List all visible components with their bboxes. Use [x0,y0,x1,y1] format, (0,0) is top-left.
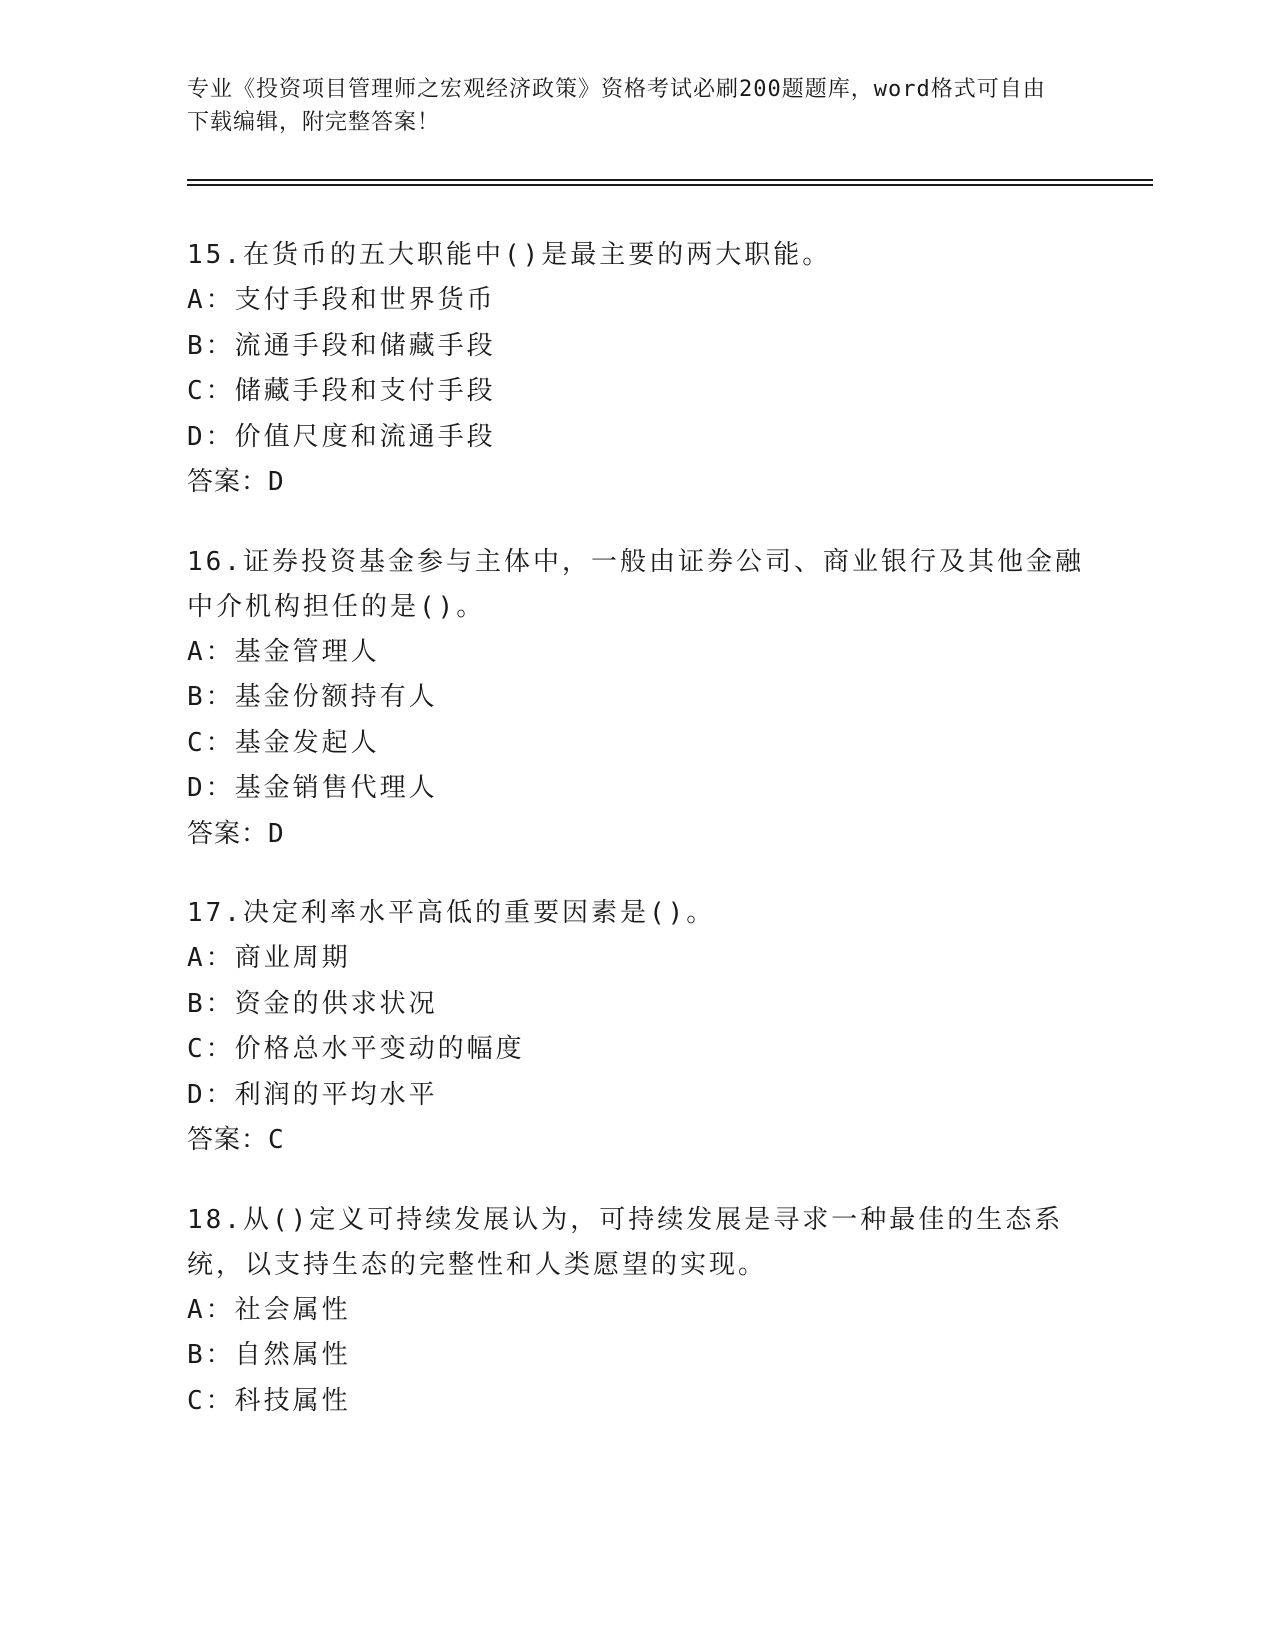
option-c: C：科技属性 [187,1385,351,1416]
question-18 [187,1198,1087,1425]
option-d: D：利润的平均水平 [187,1079,438,1110]
option-a: A：商业周期 [187,943,351,973]
question-16 [187,540,1087,858]
question-text: 17.决定利率水平高低的重要因素是()。 [187,898,716,928]
option-c: C：储藏手段和支付手段 [187,376,496,406]
option-b: B：自然属性 [187,1340,351,1370]
option-a: A：支付手段和世界货币 [187,285,496,315]
document-header: 专业《投资项目管理师之宏观经济政策》资格考试必刷200题题库，word格式可自由下载编辑，附完整答案！ [187,77,1046,135]
answer-line: 答案：C [187,1125,285,1155]
option-b: B：资金的供求状况 [187,988,438,1019]
header-divider-bottom [187,184,1153,186]
option-b: B：基金份额持有人 [187,682,438,712]
question-15 [187,233,1087,506]
option-d: D：价值尺度和流通手段 [187,421,496,452]
question-text: 16.证券投资基金参与主体中，一般由证券公司、商业银行及其他金融中介机构担任的是()。 [187,546,1084,622]
option-c: C：价格总水平变动的幅度 [187,1034,525,1064]
question-text: 18.从()定义可持续发展认为，可持续发展是寻求一种最佳的生态系统，以支持生态的完整性和人类愿望的实现。 [187,1204,1064,1280]
answer-line: 答案：D [187,467,285,497]
question-17 [187,891,1087,1164]
question-list [187,233,1087,1458]
option-a: A：社会属性 [187,1294,351,1325]
option-c: C：基金发起人 [187,727,380,758]
header-divider-top [187,179,1153,181]
option-a: A：基金管理人 [187,636,380,667]
question-text: 15.在货币的五大职能中()是最主要的两大职能。 [187,240,832,270]
option-d: D：基金销售代理人 [187,773,438,803]
answer-line: 答案：D [187,818,285,849]
option-b: B：流通手段和储藏手段 [187,330,496,361]
